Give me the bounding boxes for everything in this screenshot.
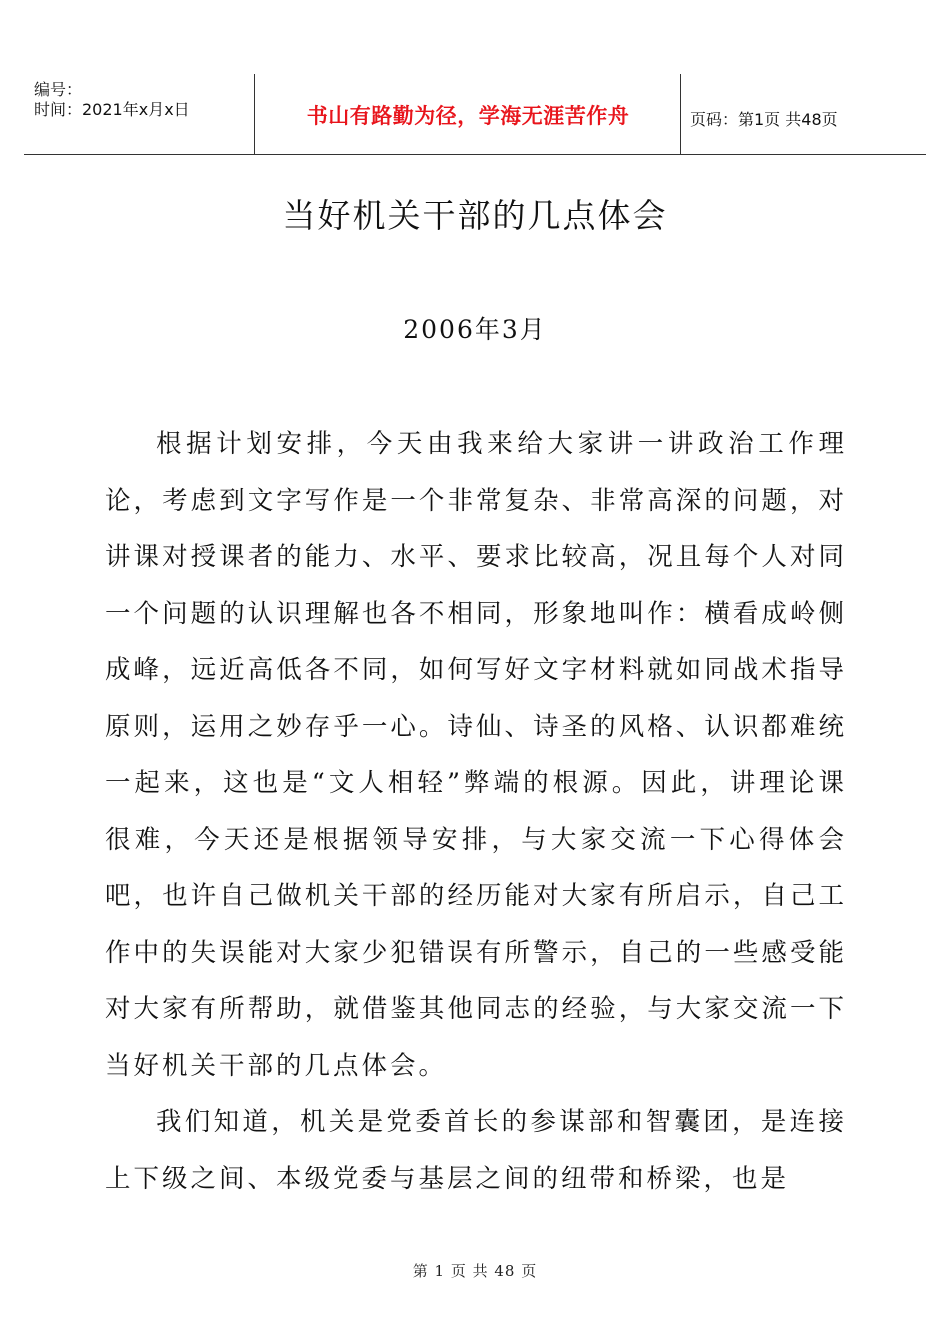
- header-page-code: 页码：第1页 共48页: [690, 110, 838, 129]
- time-label: 时间：2021年x月x日: [34, 100, 190, 119]
- document-body: [105, 416, 847, 1207]
- serial-number-label: 编号：: [34, 80, 83, 99]
- document-title: 当好机关干部的几点体会: [282, 196, 668, 235]
- body-paragraph: 我们知道，机关是党委首长的参谋部和智囊团，是连接上下级之间、本级党委与基层之间的纽带和桥梁，也是: [105, 1107, 847, 1194]
- body-paragraph: 根据计划安排，今天由我来给大家讲一讲政治工作理论，考虑到文字写作是一个非常复杂、非常高深的问题，对讲课对授课者的能力、水平、要求比较高，况且每个人对同一个问题的认识理解也各不相同，形象地叫作：横看成岭侧成峰，远近高低各不同，如何写好文字材料就如同战术指导原则，运用之妙存乎一心。诗仙、诗圣的风格、认识都难统一起来，这也是“文人相轻”弊端的根源。因此，讲理论课很难，今天还是根据领导安排，与大家交流一下心得体会吧，也许自己做机关干部的经历能对大家有所启示，自己工作中的失误能对大家少犯错误有所警示，自己的一些感受能对大家有所帮助，就借鉴其他同志的经验，与大家交流一下当好机关干部的几点体会。: [105, 429, 847, 1081]
- header-meta: [34, 80, 256, 120]
- header-motto: 书山有路勤为径，学海无涯苦作舟: [306, 104, 630, 128]
- page-footer: 第 1 页 共 48 页: [412, 1262, 538, 1280]
- header-divider: [254, 74, 255, 154]
- header-divider: [680, 74, 681, 154]
- document-date: 2006年3月: [403, 315, 547, 344]
- page-header: [24, 74, 926, 155]
